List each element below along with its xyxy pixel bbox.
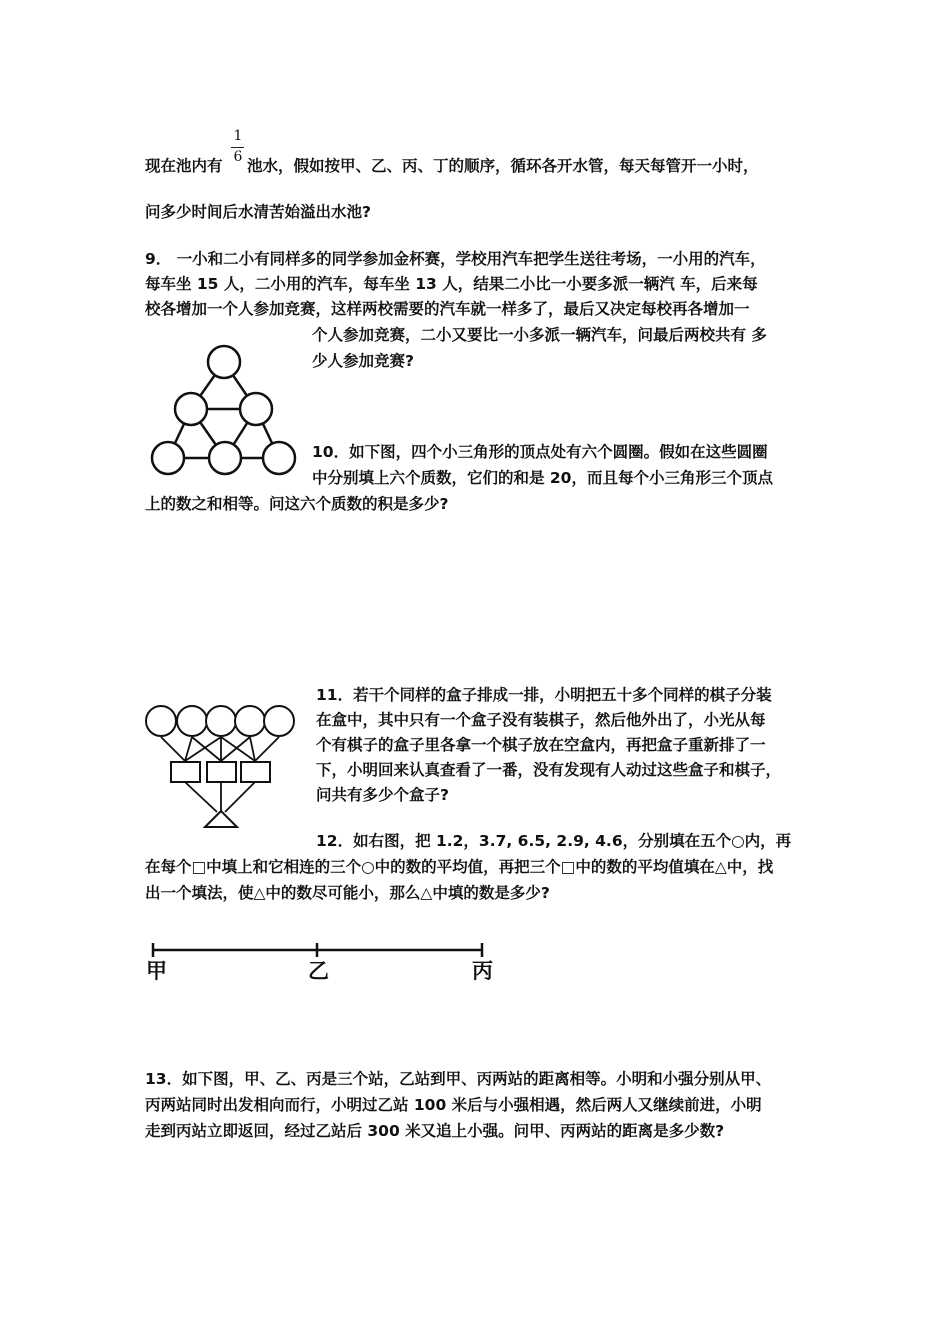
problem11-line: 在盒中，其中只有一个盒子没有装棋子，然后他外出了，小光从每 [316,711,766,729]
result-triangle [205,811,237,827]
circles-boxes-diagram [145,703,300,828]
problem9-line: 个人参加竞赛，二小又要比一小多派一辆汽车，问最后两校共有 多 [312,326,767,344]
problem13-line: 13．如下图，甲、乙、丙是三个站，乙站到甲、丙两站的距离相等。小明和小强分别从甲、 [145,1070,772,1088]
problem11-line: 下，小明回来认真查看了一番，没有发现有人动过这些盒子和棋子， [316,761,782,779]
fraction-bar [231,147,244,148]
triangle-circle [209,442,241,474]
average-box [171,762,200,782]
problem10-line: 中分别填上六个质数，它们的和是 20，而且每个小三角形三个顶点 [312,469,773,487]
problem10-line: 10．如下图，四个小三角形的顶点处有六个圆圈。假如在这些圆圈 [312,443,768,461]
triangle-circles-diagram [150,343,310,478]
problem11-line: 问共有多少个盒子? [316,786,449,804]
number-circle [146,706,176,736]
problem8-line1-after: 池水，假如按甲、乙、丙、丁的顺序，循环各开水管，每天每管开一小时， [247,157,759,175]
triangle-circle [175,393,207,425]
station-label-bing: 丙 [472,959,493,983]
average-box [207,762,236,782]
number-circle [235,706,265,736]
problem9-line: 校各增加一个人参加竞赛，这样两校需要的汽车就一样多了，最后又决定每校再各增加一 [145,300,750,318]
station-label-jia: 甲 [146,959,167,983]
problem8-line1-before: 现在池内有 [145,157,223,175]
triangle-circle [152,442,184,474]
problem10-line: 上的数之和相等。问这六个质数的积是多少? [145,495,449,513]
problem12-line: 出一个填法，使△中的数尽可能小，那么△中填的数是多少? [145,884,550,902]
connector-line [185,782,217,812]
triangle-circle [263,442,295,474]
number-circle [206,706,236,736]
problem12-line: 在每个□中填上和它相连的三个○中的数的平均值，再把三个□中的数的平均值填在△中，找 [145,858,774,876]
number-circle [177,706,207,736]
connector-line [161,737,185,761]
connector-line [225,782,255,812]
problem12-line: 12．如右图，把 1.2，3.7, 6.5, 2.9, 4.6，分别填在五个○内，再 [316,832,792,850]
triangle-circle [208,346,240,378]
problem13-line: 走到丙站立即返回，经过乙站后 300 米又追上小强。问甲、丙两站的距离是多少数? [145,1122,725,1140]
fraction-numerator: 1 [233,128,243,144]
number-circle [264,706,294,736]
problem11-line: 11．若干个同样的盒子排成一排，小明把五十多个同样的棋子分装 [316,686,772,704]
average-box [241,762,270,782]
triangle-circle [240,393,272,425]
problem8-line2: 问多少时间后水清苦始溢出水池? [145,203,371,221]
problem13-line: 丙两站同时出发相向而行，小明过乙站 100 米后与小强相遇，然后两人又继续前进，小明 [145,1096,762,1114]
connector-line [255,737,279,761]
problem9-line: 9． 一小和二小有同样多的同学参加金杯赛，学校用汽车把学生送往考场，一小用的汽车， [145,250,766,268]
problem9-line: 每车坐 15 人，二小用的汽车，每车坐 13 人，结果二小比一小要多派一辆汽 车，后来每 [145,275,758,293]
station-label-yi: 乙 [308,959,329,983]
fraction-denominator: 6 [233,149,243,165]
problem9-line: 少人参加竞赛? [312,352,414,370]
problem11-line: 个有棋子的盒子里各拿一个棋子放在空盒内，再把盒子重新排了一 [316,736,766,754]
